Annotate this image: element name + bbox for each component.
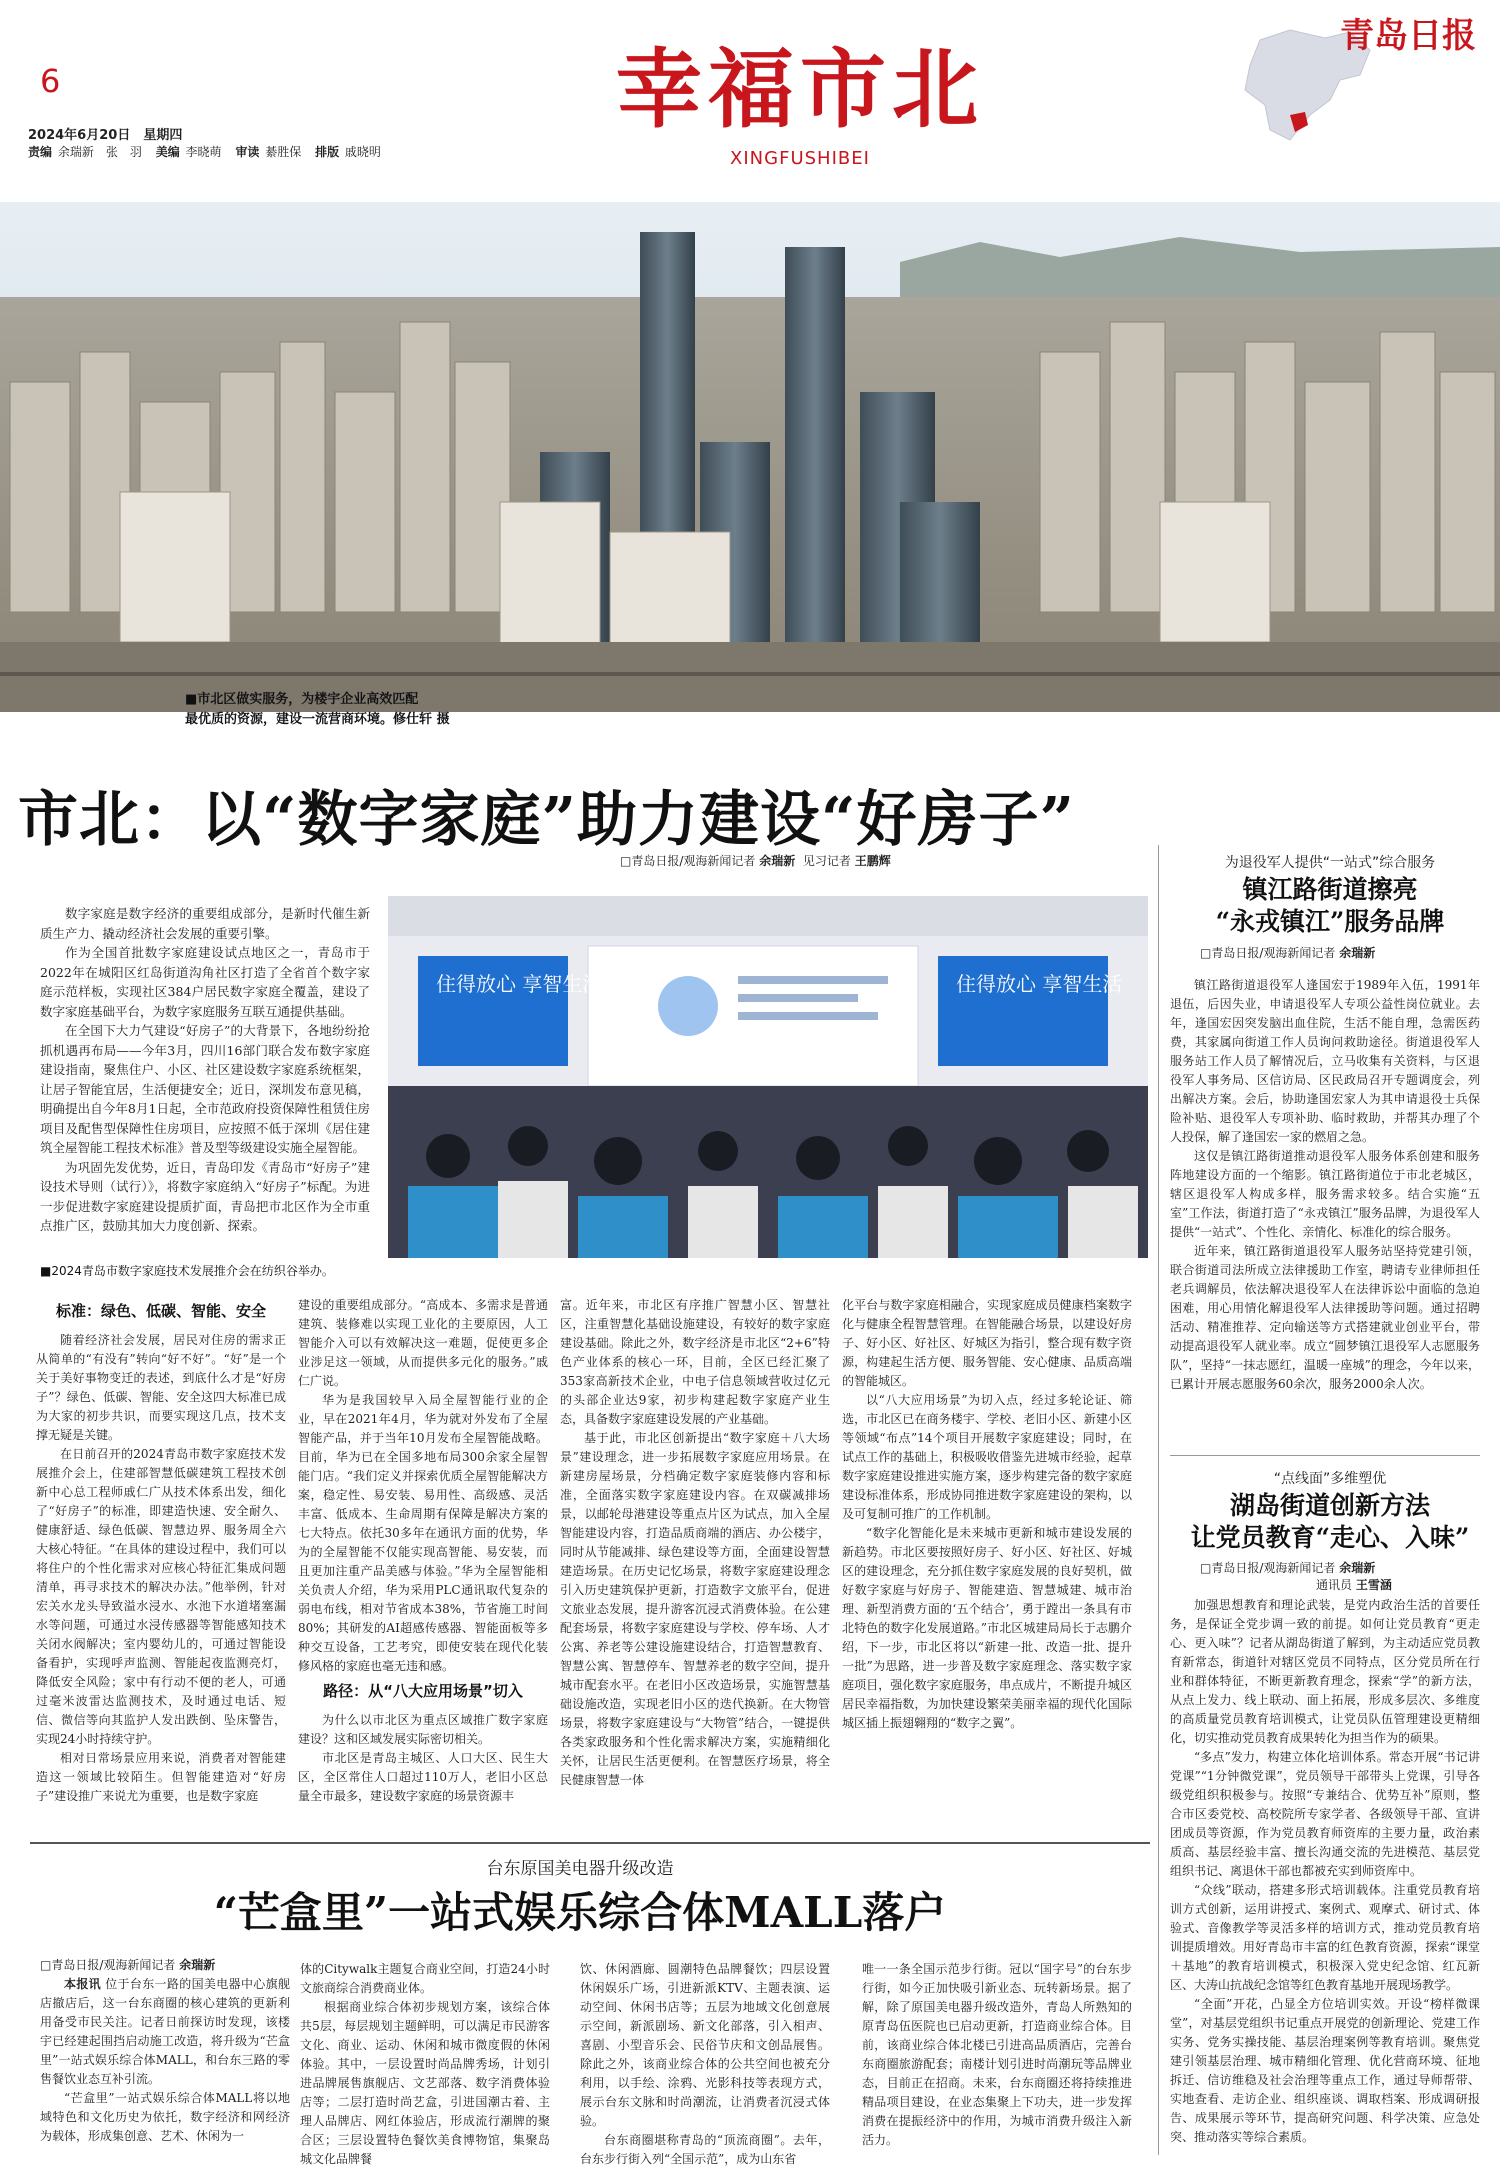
bottom-column-1	[40, 1975, 290, 2146]
role-names: 戚晓明	[344, 145, 381, 159]
role-names: 綦胜保	[265, 145, 302, 159]
paragraph: 数字家庭是数字经济的重要组成部分，是新时代催生新质生产力、撬动经济社会发展的重要引擎。	[40, 906, 370, 941]
paragraph: 化平台与数字家庭相融合，实现家庭成员健康档案数字化与健康全程智慧管理。在智能融合场景，以建设好房子、好小区、好社区、好城区为指引，整合现有数字资源，构建起生活方便、服务智能、安心健康、品质高端的智能城区。	[842, 1298, 1132, 1388]
subheading: 路径：从“八大应用场景”切入	[323, 1682, 523, 1700]
sidebar1-body	[1170, 976, 1480, 1394]
paragraph: 建设的重要组成部分。“高成本、多需求是普通建筑、装修难以实现工业化的主要原因，人工智能介入可以有效解决这一难题，促使更多企业涉足这一领域，从而提供多元化的服务。”戚仁广说。	[298, 1298, 548, 1388]
role-label: 审读	[235, 145, 260, 159]
paragraph: 台东商圈堪称青岛的“顶流商圈”。去年，台东步行街入列“全国示范”，成为山东省	[580, 2133, 830, 2166]
paragraph: 基于此，市北区创新提出“数字家庭＋八大场景”建设理念，进一步拓展数字家庭应用场景。在新建房屋场景，分档确定数字家庭装修内容和标准，全面落实数字家庭建设内容。在双碳减排场景，以邮轮母港建设等重点片区为试点，加入全屋智能建设内容，打造品质商端的酒店、办公楼宇，同时从节能减排、绿色建设等方面，全面建设智慧建造场景。在历史记忆场景，将数字家庭建设理念引入历史建筑保护更新，打造数字文旅平台，促进文旅业态发展，提升游客沉浸式消费体验。在公建配套场景，将数字家庭建设与学校、停车场、人才公寓、养老等公建设施建设结合，打造智慧教育、智慧公寓、智慧停车、智慧养老的数字空间，提升城市配套水平。在老旧小区改造场景，实施智慧基础设施改造，实现老旧小区的迭代换新。在大物管场景，将数字家庭建设与“大物管”结合，一键提供各类家政服务和个性化需求解决方案，实施精细化关怀，让居民生活更便利。在智慧医疗场景，将全民健康智慧一体	[560, 1431, 830, 1787]
caption-line: 最优质的资源，建设一流营商环境。	[185, 712, 394, 727]
role-label: 排版	[315, 145, 340, 159]
paragraph: 唯一一条全国示范步行街。冠以“国字号”的台东步行街，如今正加快吸引新业态、玩转新场景。据了解，除了原国美电器升级改造外，青岛人所熟知的原青岛伍医院也已启动更新，打造商业综合体。目前，该商业综合体北楼已引进高品质酒店，完善台东商圈旅游配套；南楼计划引进时尚潮玩等品牌业态，目前正在招商。未来，台东商圈还将持续推进精品项目建设，在业态集聚上下功夫，进一步发挥消费在提振经济中的作用，为城市消费升级注入新活力。	[862, 1962, 1132, 2147]
byline-role: 通讯员	[1316, 1578, 1353, 1592]
sidebar2-body	[1170, 1596, 1480, 2147]
paragraph: 位于台东一路的国美电器中心旗舰店撤店后，这一台东商圈的核心建筑的更新利用备受市民关注。记者日前探访时发现，该楼宇已经建起围挡启动施工改造，将升级为“芒盒里”一站式娱乐综合体MALL，和台东三路的零售餐饮业态互补引流。	[40, 1977, 290, 2086]
role-names: 李晓萌	[185, 145, 222, 159]
paragraph: 近年来，镇江路街道退役军人服务站坚持党建引领，联合街道司法所成立法律援助工作室，聘请专业律师担任老兵调解员，依法解决退役军人在法律诉讼中面临的急迫困难，用心用情化解退役军人法律援助等问题。通过招聘活动、精准推荐、定向输送等方式搭建就业创业平台，带动提高退役军人就业率。成立“圆梦镇江退役军人志愿服务队”，坚持“一抹志愿红，温暖一座城”的理念，今年以来，已累计开展志愿服务60余次，服务2000余人次。	[1170, 1244, 1480, 1391]
title-line: “永戎镇江”服务品牌	[1215, 907, 1445, 936]
title-line: 让党员教育“走心、入味”	[1190, 1523, 1470, 1552]
main-headline: 市北：以“数字家庭”助力建设“好房子”	[18, 785, 1076, 855]
role-names: 余瑞新 张 羽	[57, 145, 142, 159]
sidebar2-kicker: “点线面”多维塑优	[1273, 1471, 1387, 1487]
sidebar1-byline	[1200, 944, 1375, 961]
photo-caption	[185, 690, 450, 730]
bottom-column-3	[580, 1960, 830, 2169]
sidebar1-kicker: 为退役军人提供“一站式”综合服务	[1224, 855, 1436, 871]
section-pinyin: XINGFUSHIBEI	[730, 148, 870, 169]
intern-name: 王鹏辉	[854, 854, 891, 868]
section-title: 幸福市北	[616, 39, 984, 140]
bottom-headline: “芒盒里”一站式娱乐综合体MALL落户	[213, 1888, 947, 1937]
paragraph: 随着经济社会发展，居民对住房的需求正从简单的“有没有”转向“好不好”。“好”是一个关于美好事物变迁的表述，到底什么才是“好房子”？绿色、低碳、智能、安全这四大标准已成为大家的初步共识，而要实现这几点，技术支撑无疑是关键。	[36, 1333, 286, 1442]
bottom-kicker: 台东原国美电器升级改造	[486, 1859, 674, 1879]
lead-label: 本报讯	[64, 1977, 102, 1991]
byline-prefix: □青岛日报/观海新闻记者	[1200, 1561, 1336, 1575]
paragraph: 为巩固先发优势，近日，青岛印发《青岛市“好房子”建设技术导则（试行）》，将数字家庭纳入“好房子”标配。为进一步促进数字家庭建设提质扩面，青岛把市北区作为全市重点推广区，鼓励其加大力度创新、探索。	[40, 1159, 370, 1233]
paragraph: 富。近年来，市北区有序推广智慧小区、智慧社区，注重智慧化基础设施建设，有较好的数字家庭建设基础。除此之外，数字经济是市北区“2+6”特色产业体系的核心一环，目前，全区已经汇聚了353家高新技术企业，中电子信息领域营收过亿元的头部企业达9家，初步构建起数字家庭产业生态，具备数字家庭建设发展的产业基础。	[560, 1298, 830, 1426]
sidebar1-title	[1180, 874, 1480, 938]
paragraph: 为什么以市北区为重点区域推广数字家庭建设？这和区域发展实际密切相关。	[298, 1713, 548, 1746]
sidebar2-title	[1180, 1490, 1480, 1554]
byline-prefix: □青岛日报/观海新闻记者	[1200, 946, 1336, 960]
byline-mid: 见习记者	[802, 854, 851, 868]
main-intro	[40, 904, 370, 1236]
title-line: 湖岛街道创新方法	[1229, 1491, 1430, 1520]
paragraph: 在日前召开的2024青岛市数字家庭技术发展推介会上，住建部智慧低碳建筑工程技术创新中心总工程师戚仁广从技术体系出发，细化了“好房子”的标准，即建造快速、安全耐久、健康舒适、绿色低碳、智慧边界、服务周全六大核心特征。“在具体的建设过程中，我们可以将住户的个性化需求对应核心特征汇集成问题清单，再寻求技术的解决办法。”他举例，针对宏关水龙头导致溢水浸水、水池下水道堵塞漏水等问题，可通过水浸传感器等智能感知技术关闭水阀解决；室内婴幼儿的，可通过智能设备看护，实现呼声监测、智能起夜监测亮灯，降低安全风险；家中有行动不便的老人，可通过毫米波雷达监测技术，及时通过电话、短信、微信等向其监护人发出跌倒、坠床警告，实现24小时持续守护。	[36, 1447, 286, 1746]
reporter-name: 余瑞新	[1339, 946, 1376, 960]
byline-prefix: □青岛日报/观海新闻记者	[620, 854, 756, 868]
paragraph: 镇江路街道退役军人逢国宏于1989年入伍，1991年退伍，后因失业，申请退役军人专项公益性岗位就业。去年，逢国宏因突发脑出血住院，生活不能自理，急需医药费，其家属向街道工作人员询问救助途径。街道退役军人服务站工作人员了解情况后，立马收集有关资料，与区退役军人事务局、区信访局、区民政局召开专题调度会，列出解决方案。会后，协助逢国宏家人为其申请退役士兵保险补贴、退役军人专项补助、临时救助，并帮其办理了个人投保，解了逢国宏一家的燃眉之急。	[1170, 978, 1480, 1144]
paragraph: 华为是我国较早入局全屋智能行业的企业，早在2021年4月，华为就对外发布了全屋智能产品，并于当年10月发布全屋智能战略。目前，华为已在全国多地布局300余家全屋智能门店。“我们定义并探索优质全屋智能解决方案，稳定性、易安装、易用性、高级感、灵活丰富、低成本、生命周期有保障是解决方案的七大特点。依托30多年在通讯方面的优势，华为的全屋智能不仅能实现高智能、易安装，而且更加注重产品美感与体验。”华为全屋智能相关负责人介绍，华为采用PLC通讯取代复杂的弱电布线，相对节省成本38%，节省施工时间80%；其研发的AI超感传感器、智能面板等多种交互设备，工艺考究，即使安装在现代化装修风格的家庭也毫无违和感。	[298, 1393, 548, 1673]
newspaper-logo: 青岛日报	[1340, 16, 1476, 56]
paragraph: 作为全国首批数字家庭建设试点地区之一，青岛市于2022年在城阳区红岛街道沟角社区打造了全省首个数字家庭示范样板，实现社区384户居民数字家庭全覆盖，建设了数字家庭基础平台，为数字家庭服务互联互通提供基础。	[40, 945, 370, 1019]
paragraph: 加强思想教育和理论武装，是党内政治生活的首要任务，是保证全党步调一致的前提。如何让党员教育“更走心、更入味”？记者从湖岛街道了解到，为主动适应党员教育新常态，街道针对辖区党员不同特点，区分党员所在行业和群体特征，不断更新教育理念，探索“学”的新方法，从点上发力、线上联动、面上拓展，形成多层次、多维度的高质量党员教育培训模式，让党员队伍管理建设更精细化，切实推动党员教育成果转化为担当作为的硕果。	[1170, 1598, 1480, 1745]
bottom-byline	[40, 1956, 215, 1973]
correspondent-name: 王雪涵	[1355, 1578, 1392, 1592]
paragraph: 在全国下大力气建设“好房子”的大背景下，各地纷纷抢抓机遇再布局——今年3月，四川16部门联合发布数字家庭建设指南，聚焦住户、小区、社区建设数字家庭系统框架，让居子智能宜居，生活便捷安全；近日，深圳发布意见稿，明确提出自今年8月1日起，全市范政府投资保障性租赁住房项目及配售型保障性住房项目，应按照不低于深圳《居住建筑全屋智能工程技术标准》普及型等级建设实施全屋智能。	[40, 1023, 370, 1155]
page-number: 6	[40, 62, 61, 100]
section-divider	[30, 1842, 1150, 1844]
section-divider	[1170, 1455, 1480, 1456]
byline-prefix: □青岛日报/观海新闻记者	[40, 1958, 176, 1972]
main-byline	[620, 852, 891, 869]
screen-text-right: 住得放心 享智生活	[956, 972, 1123, 996]
paragraph: 市北区是青岛主城区、人口大区、民生大区，全区常住人口超过110万人，老旧小区总量全市最多，建设数字家庭的场景资源丰	[298, 1751, 548, 1803]
conference-photo-caption: ■2024青岛市数字家庭技术发展推介会在纺织谷举办。	[40, 1264, 334, 1278]
paragraph: “众线”联动，搭建多形式培训载体。注重党员教育培训方式创新，运用讲授式、案例式、观摩式、研讨式、体验式、音像教学等灵活多样的培训方式，推动党员教育培训提质增效。用好青岛市丰富的红色教育资源，探索“课堂＋基地”的教育培训模式，积极深入党史纪念馆、红瓦新区、大涛山抗战纪念馆等红色教育基地开展现场教学。	[1170, 1883, 1480, 1992]
role-label: 责编	[28, 145, 53, 159]
reporter-name: 余瑞新	[759, 854, 796, 868]
photographer: 修仕轩	[393, 712, 433, 727]
paragraph: 这仅是镇江路街道推动退役军人服务体系创建和服务阵地建设方面的一个缩影。镇江路街道位于市北老城区，辖区退役军人构成多样，服务需求较多。结合实施“五室”工作法，街道打造了“永戎镇江”服务品牌，为退役军人提供“一站式”、个性化、亲情化、标准化的综合服务。	[1170, 1149, 1480, 1239]
main-column-1	[36, 1296, 286, 1806]
paragraph: 饮、休闲酒廊、圆潮特色品牌餐饮；四层设置休闲娱乐广场，引进新派KTV、主题表演、运动空间、休闲书店等；五层为地域文化创意展示空间，新派剧场、新文化部落，引入相声、喜剧、小型音乐会、民俗节庆和文创品展售。除此之外，该商业综合体的公共空间也被充分利用，以手绘、涂鸦、光影科技等表现方式，展示台东文脉和时尚潮流，让消费者沉浸式体验。	[580, 1962, 830, 2128]
title-line: 镇江路街道擦亮	[1242, 875, 1418, 904]
caption-line: ■市北区做实服务，为楼宇企业高效匹配	[185, 692, 419, 707]
main-column-3	[560, 1296, 830, 1790]
bottom-column-4	[862, 1960, 1132, 2150]
reporter-name: 余瑞新	[179, 1958, 216, 1972]
paragraph: 体的Citywalk主题复合商业空间，打造24小时文旅商综合消费商业体。	[300, 1962, 550, 1995]
column-divider	[1158, 845, 1159, 2155]
paragraph: “数字化智能化是未来城市更新和城市建设发展的新趋势。市北区要按照好房子、好小区、好社区、好城区的建设理念，充分抓住数字家庭发展的良好契机，做好数字家庭与好房子、智能建造、智慧城建、城市治理、新型消费方面的‘五个结合’，勇于蹚出一条具有市北特色的数字化发展道路。”市北区城建局局长于志鹏介绍，下一步，市北区将以“新建一批、改造一批、提升一批”为思路，进一步普及数字家庭理念、落实数字家庭项目，强化数字家庭服务，串点成片，不断提升城区居民幸福指数，为加快建设繁荣美丽幸福的现代化国际城区插上振翅翱翔的“数字之翼”。	[842, 1526, 1132, 1730]
paragraph: “全面”开花，凸显全方位培训实效。开设“榜样微课堂”，对基层党组织书记重点开展党的创新理论、党建工作实务、党务实操技能、基层治理案例等教育培训。聚焦党建引领基层治理、城市精细化管理、优化营商环境、征地拆迁、信访维稳及社会治理等重点工作，通过导师帮带、实地查看、走访企业、组织座谈、调取档案、形成调研报告、成果展示等环节，提高研究问题、科学决策、应急处突、推动落实等综合素质。	[1170, 1997, 1480, 2144]
editor-credits	[28, 143, 391, 160]
paragraph: 相对日常场景应用来说，消费者对智能建造这一领域比较陌生。但智能建造对“好房子”建设推广来说尤为重要，也是数字家庭	[36, 1751, 286, 1803]
bottom-column-2	[300, 1960, 550, 2169]
paragraph: 根据商业综合体初步规划方案，该综合体共5层，每层规划主题鲜明，可以满足市民游客文化、商业、运动、休闲和城市微度假的休闲体验。其中，一层设置时尚品牌秀场，计划引进品牌展售旗舰店、文艺部落、数字消费体验店等；二层打造时尚艺盒，引进国潮古着、主理人品牌店、网红体验店，形成流行潮牌的聚合区；三层设置特色餐饮美食博物馆，集聚岛城文化品牌餐	[300, 2000, 550, 2166]
issue-date: 2024年6月20日 星期四	[28, 128, 183, 143]
paragraph: 以“八大应用场景”为切入点，经过多轮论证、筛选，市北区已在商务楼宇、学校、老旧小区、新建小区等领域“布点”14个项目开展数字家庭建设；同时，在试点工作的基础上，积极吸收借鉴先进城市经验，起草数字家庭建设推进实施方案，逐步构建完备的数字家庭建设标准体系，形成协同推进数字家庭建设的架构，以及可复制可推广的工作机制。	[842, 1393, 1132, 1521]
main-column-4	[842, 1296, 1132, 1733]
screen-text-left: 住得放心 享智生活	[436, 972, 603, 996]
sidebar2-byline	[1200, 1560, 1392, 1594]
photo-credit: 摄	[436, 712, 450, 727]
paragraph: “芒盒里”一站式娱乐综合体MALL将以地域特色和文化历史为依托，数字经济和网经济为载体，形成集创意、艺术、休闲为一	[40, 2091, 290, 2143]
role-label: 美编	[155, 145, 180, 159]
city-skyline-photo	[0, 202, 1500, 712]
paragraph: “多点”发力，构建立体化培训体系。常态开展“书记讲党课”“1分钟微党课”，党员领导干部带头上党课，引导各级党组织积极参与。按照“专兼结合、优势互补”原则，整合市区委党校、高校院所专家学者、各级领导干部、宣讲团成员等资源，作为党员教育师资库的主要力量，政治素质高、基层经验丰富、擅长沟通交流的先进模范、基层党组织书记、离退休干部也都被充实到师资库中。	[1170, 1750, 1480, 1878]
conference-photo	[388, 896, 1148, 1258]
subheading: 标准：绿色、低碳、智能、安全	[55, 1302, 266, 1320]
main-column-2	[298, 1296, 548, 1806]
reporter-name: 余瑞新	[1339, 1561, 1376, 1575]
